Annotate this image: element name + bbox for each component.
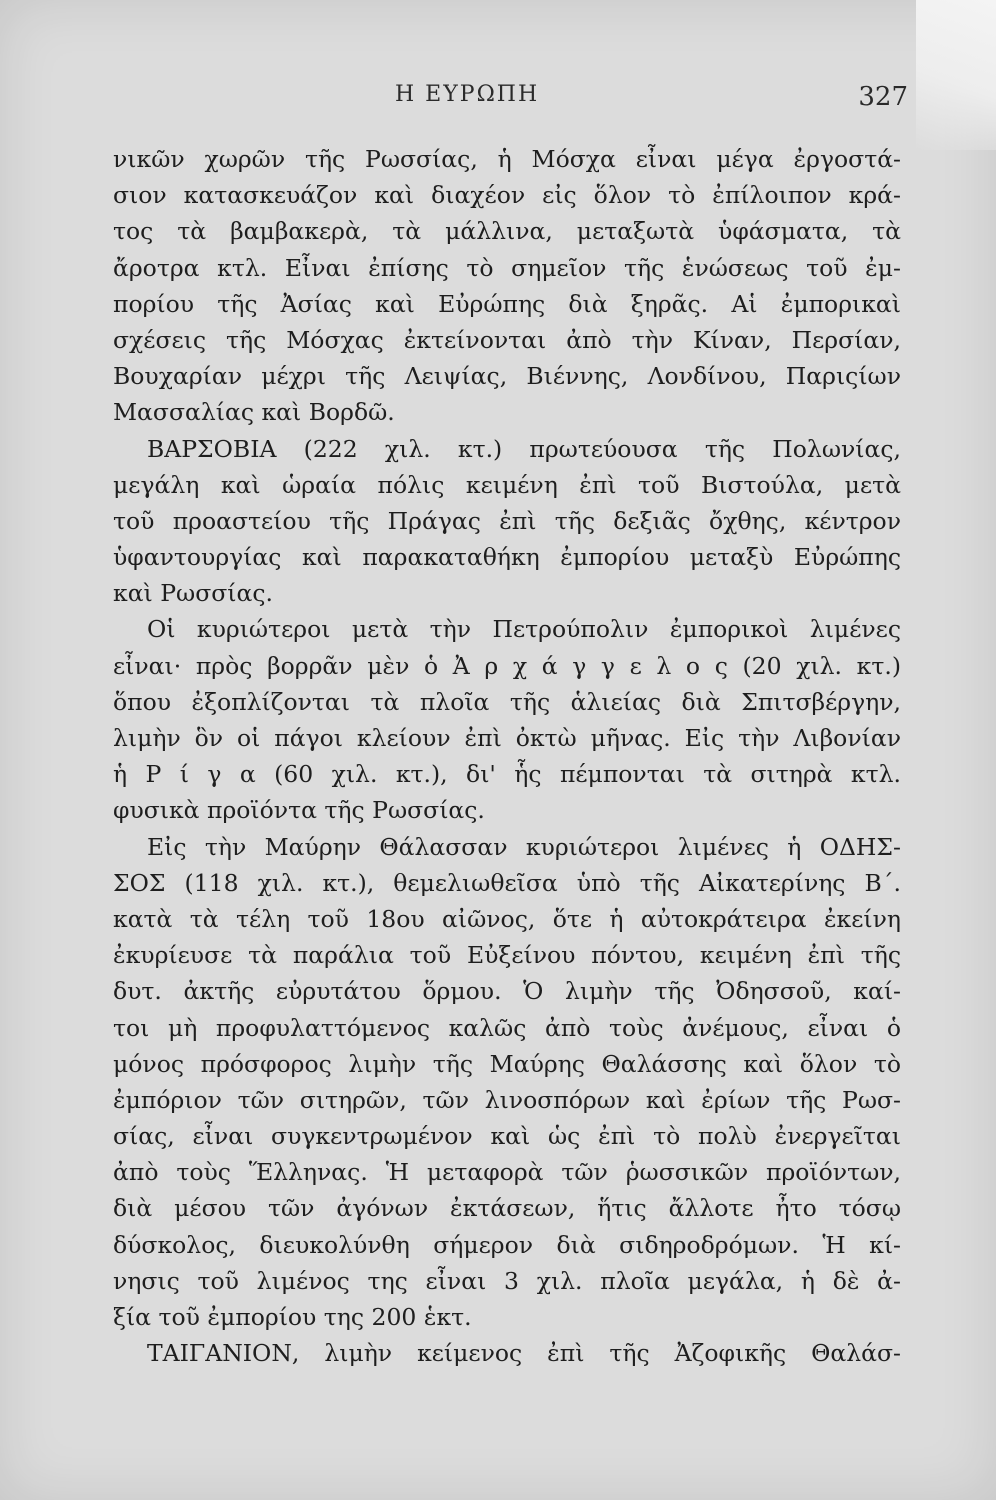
- text-line: διὰ μέσου τῶν ἀγόνων ἐκτάσεων, ἥτις ἄλλοτε ἦτο τόσῳ: [113, 1194, 901, 1223]
- page-number: 327: [858, 82, 908, 112]
- text-line: δύσκολος, διευκολύνθη σήμερον διὰ σιδηροδρόμων. Ἡ κί-: [113, 1230, 901, 1259]
- text-line: ἐμπόριον τῶν σιτηρῶν, τῶν λινοσπόρων καὶ ἐρίων τῆς Ρωσ-: [113, 1085, 901, 1114]
- text-line: τοῦ προαστείου τῆς Πράγας ἐπὶ τῆς δεξιᾶς ὄχθης, κέντρον: [113, 506, 901, 535]
- text-line: καὶ Ρωσσίας.: [113, 579, 274, 608]
- page-header: [0, 82, 996, 122]
- text-line: νικῶν χωρῶν τῆς Ρωσσίας, ἡ Μόσχα εἶναι μέγα ἐργοστά-: [113, 145, 901, 173]
- text-line: ἐκυρίευσε τὰ παράλια τοῦ Εὐξείνου πόντου, κειμένη ἐπὶ τῆς: [113, 941, 901, 970]
- text-line: Εἰς τὴν Μαύρην Θάλασσαν κυριώτεροι λιμένες ἡ ΟΔΗΣ-: [147, 832, 901, 861]
- text-line: Μασσαλίας καὶ Βορδῶ.: [113, 398, 395, 427]
- text-line: τος τὰ βαμβακερὰ, τὰ μάλλινα, μεταξωτὰ ὑφάσματα, τὰ: [113, 217, 901, 246]
- text-line: ἄροτρα κτλ. Εἶναι ἐπίσης τὸ σημεῖον τῆς ἑνώσεως τοῦ ἐμ-: [113, 253, 901, 282]
- running-title: Η ΕΥΡΩΠΗ: [395, 82, 540, 107]
- text-line: νησις τοῦ λιμένος της εἶναι 3 χιλ. πλοῖα μεγάλα, ἡ δὲ ἀ-: [113, 1266, 901, 1295]
- text-line: Βουχαρίαν μέχρι τῆς Λειψίας, Βιέννης, Λονδίνου, Παριςίων: [113, 362, 901, 391]
- text-line: τοι μὴ προφυλαττόμενος καλῶς ἀπὸ τοὺς ἀνέμους, εἶναι ὁ: [113, 1013, 901, 1042]
- torn-page-corner: [916, 0, 996, 150]
- text-line: ἀπὸ τοὺς Ἕλληνας. Ἡ μεταφορὰ τῶν ῥωσσικῶν προϊόντων,: [113, 1158, 901, 1187]
- text-line: ΤΑΙΓΑΝΙΟΝ, λιμὴν κείμενος ἐπὶ τῆς Ἀζοφικῆς Θαλάσ-: [147, 1339, 901, 1368]
- text-line: λιμὴν ὃν οἱ πάγοι κλείουν ἐπὶ ὀκτὼ μῆνας. Εἰς τὴν Λιβονίαν: [113, 724, 901, 752]
- text-line: ΣΟΣ (118 χιλ. κτ.), θεμελιωθεῖσα ὑπὸ τῆς Αἰκατερίνης Β΄.: [113, 868, 901, 897]
- text-line: εἶναι· πρὸς βορρᾶν μὲν ὁ Ἀ ρ χ ά γ γ ε λ ο ς (20 χιλ. κτ.): [113, 651, 901, 680]
- text-line: σχέσεις τῆς Μόσχας ἐκτείνονται ἀπὸ τὴν Κίναν, Περσίαν,: [113, 325, 901, 354]
- text-line: ὑφαντουργίας καὶ παρακαταθήκη ἐμπορίου μεταξὺ Εὐρώπης: [113, 543, 901, 572]
- text-line: Οἱ κυριώτεροι μετὰ τὴν Πετρούπολιν ἐμπορικοὶ λιμένες: [147, 615, 901, 644]
- text-line: ΒΑΡΣΟΒΙΑ (222 χιλ. κτ.) πρωτεύουσα τῆς Πολωνίας,: [147, 434, 901, 463]
- text-line: σιον κατασκευάζον καὶ διαχέον εἰς ὅλον τὸ ἐπίλοιπον κρά-: [113, 181, 901, 210]
- text-line: σίας, εἶναι συγκεντρωμένον καὶ ὡς ἐπὶ τὸ πολὺ ἐνεργεῖται: [113, 1122, 901, 1151]
- body-text: [113, 141, 901, 1371]
- text-line: φυσικὰ προϊόντα τῆς Ρωσσίας.: [113, 796, 485, 825]
- text-line: δυτ. ἀκτῆς εὐρυτάτου ὅρμου. Ὁ λιμὴν τῆς Ὀδησσοῦ, καί-: [113, 977, 901, 1006]
- text-line: ξία τοῦ ἐμπορίου της 200 ἑκτ.: [113, 1303, 472, 1331]
- text-line: μεγάλη καὶ ὡραία πόλις κειμένη ἐπὶ τοῦ Βιστούλα, μετὰ: [113, 470, 901, 499]
- text-line: ἡ Ρ ί γ α (60 χιλ. κτ.), δι' ἧς πέμπονται τὰ σιτηρὰ κτλ.: [113, 760, 901, 789]
- text-line: μόνος πρόσφορος λιμὴν τῆς Μαύρης Θαλάσσης καὶ ὅλον τὸ: [113, 1049, 901, 1078]
- text-line: ὅπου ἐξοπλίζονται τὰ πλοῖα τῆς ἁλιείας διὰ Σπιτσβέργην,: [113, 687, 901, 716]
- text-line: κατὰ τὰ τέλη τοῦ 18ου αἰῶνος, ὅτε ἡ αὐτοκράτειρα ἐκείνη: [113, 904, 901, 933]
- text-line: πορίου τῆς Ἀσίας καὶ Εὐρώπης διὰ ξηρᾶς. Αἱ ἐμπορικαὶ: [113, 289, 901, 318]
